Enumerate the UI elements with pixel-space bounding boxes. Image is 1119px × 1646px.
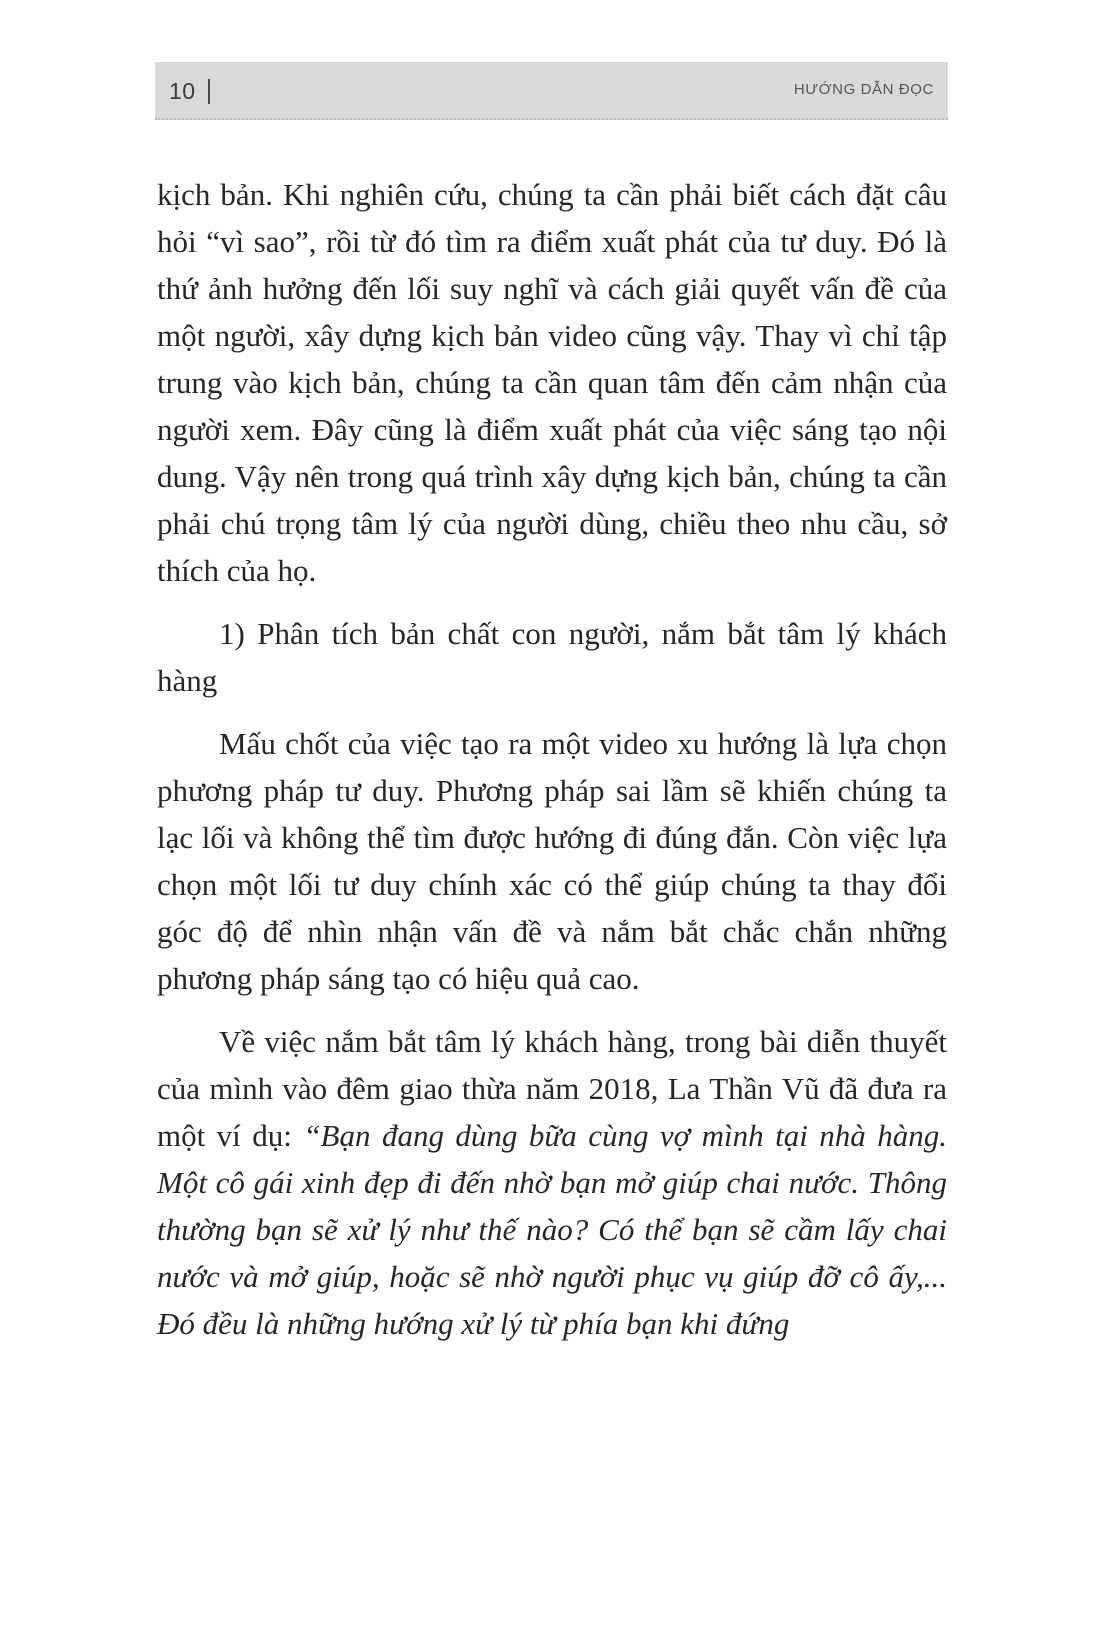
header-divider [208, 79, 210, 104]
paragraph-continued: kịch bản. Khi nghiên cứu, chúng ta cần phải biết cách đặt câu hỏi “vì sao”, rồi từ đó tìm ra điểm xuất phát của tư duy. Đó là thứ ảnh hưởng đến lối suy nghĩ và cách giải quyết vấn đề của một người, xây dựng kịch bản video cũng vậy. Thay vì chỉ tập trung vào kịch bản, chúng ta cần quan tâm đến cảm nhận của người xem. Đây cũng là điểm xuất phát của việc sáng tạo nội dung. Vậy nên trong quá trình xây dựng kịch bản, chúng ta cần phải chú trọng tâm lý của người dùng, chiều theo nhu cầu, sở thích của họ. [157, 177, 947, 588]
running-title: HƯỚNG DẪN ĐỌC [793, 81, 934, 98]
paragraph-with-quote [157, 1018, 947, 1347]
section-heading: 1) Phân tích bản chất con người, nắm bắt tâm lý khách hàng [157, 616, 947, 698]
quoted-example: “Bạn đang dùng bữa cùng vợ mình tại nhà hàng. Một cô gái xinh đẹp đi đến nhờ bạn mở giúp chai nước. Thông thường bạn sẽ xử lý như thế nào? Có thể bạn sẽ cầm lấy chai nước và mở giúp, hoặc sẽ nhờ người phục vụ giúp đỡ cô ấy,... Đó đều là những hướng xử lý từ phía bạn khi đứng [157, 1118, 948, 1341]
page-header [155, 62, 948, 120]
paragraph-intro-text: Về việc nắm bắt tâm lý khách hàng, trong bài diễn thuyết của mình vào đêm giao thừa năm 2018, La Thần Vũ đã đưa ra một ví dụ: [157, 1024, 947, 1153]
page-number: 10 [169, 78, 196, 104]
paragraph: Mấu chốt của việc tạo ra một video xu hướng là lựa chọn phương pháp tư duy. Phương pháp sai lầm sẽ khiến chúng ta lạc lối và không thể tìm được hướng đi đúng đắn. Còn việc lựa chọn một lối tư duy chính xác có thể giúp chúng ta thay đổi góc độ để nhìn nhận vấn đề và nắm bắt chắc chắn những phương pháp sáng tạo có hiệu quả cao. [157, 726, 947, 996]
page-body [157, 171, 947, 1363]
